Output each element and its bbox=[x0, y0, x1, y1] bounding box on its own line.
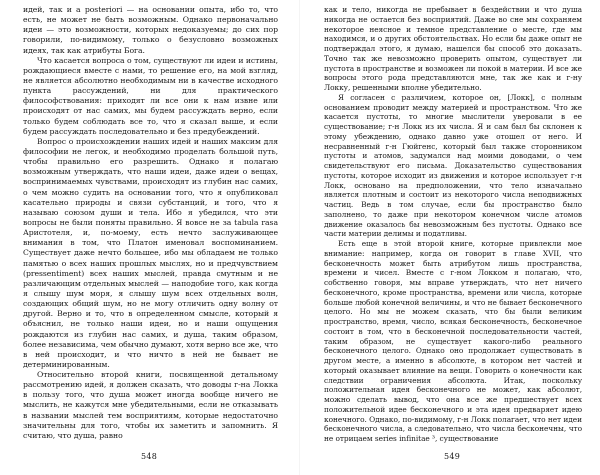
left-page-text-column bbox=[23, 5, 278, 441]
right-page bbox=[300, 0, 600, 475]
right-paragraph-3: Есть еще в этой второй книге, которые привлекли мое внимание: например, когда он говорит в главе XVII, что бесконечность может быть атрибутом лишь пространства, времени и чисел. Вместе с г-ном Локком я полагаю, что, собственно говоря, мы вправе утверждать, что нет ничего бесконечного, кроме пространства, времени или числа, которые больше любой конечной величины, и что не бывает бесконечного целого. Но мы не можем сказать, что бы были великим пространство, время, число, всякая бесконечность, бесконечное состоит в том, что в бесконечной последовательности частей, таким образом, не существует какого-либо реального бесконечного целого. Однако оно продолжает существовать в другом месте, а именно в абсолюте, в котором нет частей и который оказывает влияние на вещи. Говорить о конечности как следствии ограничения абсолюта. Итак, поскольку положительная идея бесконечного не может, как абсолют, можно сделать вывод, что она все же предшествует всех положительной идее бесконечного и эта идея предваряет идею конечного. Однако, по-видимому, г-н Локк полагает, что нет идеи бесконечного числа, а следовательно, что числа бесконечны, что не отрицаем series infinitae ³, существование bbox=[324, 239, 582, 443]
right-page-text-column bbox=[324, 5, 582, 444]
left-paragraph-1: идей, так и a posteriori — на основании опыта, ибо то, что есть, не может не быть возможным. Однако первоначально идеи — это возможности, которых недоказуемы; до сих пор говорили, по-видимому, только о безусловно возможных идеях, так как атрибуты Бога. bbox=[23, 5, 278, 55]
left-paragraph-4: Относительно второй книги, посвященной детальному рассмотрению идей, я должен сказать, что доводы г-на Локка в пользу того, что душа может иногда вообще ничего не мыслить, не кажутся мне убедительными, если не отказывать в названии мыслей тем восприятиям, которые недостаточно значительны для того, чтобы их заметить и запомнить. Я считаю, что душа, равно bbox=[23, 370, 278, 440]
left-paragraph-2: Что касается вопроса о том, существуют ли идеи и истины, рождающиеся вместе с нами, то решение его, на мой взгляд, не является абсолютно необходимым ни в качестве исходного пункта рассуждений, ни для практического философствования: приходят ли все они к нам извне или происходят от нас самих, мы будем рассуждать верно, если только будем соблюдать все то, что я сказал выше, и если будем рассуждать последовательно и без предубеждений. bbox=[23, 55, 278, 136]
right-paragraph-2: Я согласен с различием, которое он, [Локк], с полным основанием проводит между материей и пространством. Что же касается пустоты, то многие мыслители уверовали в ее существование; г-н Локк из их числа. Я и сам был бы склонен к этому убеждению, однако давно уже отошел от него. И несравненный г-н Гюйгенс, который был также сторонником пустоты и атомов, задумался над моими доводами, о чем свидетельствуют его письма. Доказательство существования пустоты, которое исходит из движения и которое использует г-н Локк, основано на предположении, что тело изначально является плотным и состоит из некоторого числа неподвижных частиц. Ведь в том случае, если бы пространство было заполнено, то даже при некотором конечном числе атомов движение оказалось бы невозможным без пустоты. Однако все части материи делимы и податливы. bbox=[324, 92, 582, 239]
left-page-number: 548 bbox=[141, 452, 158, 461]
right-paragraph-1: как и тело, никогда не пребывает в бездействии и что душа никогда не остается без восприятий. Даже во сне мы сохраняем некоторое неясное и темное представление о месте, где мы находимся, и о других обстоятельствах. Но если бы даже опыт не подтверждал этого, я думаю, нашелся бы способ это доказать. Точно так же невозможно проверить опытом, существует ли пустота в пространстве и возможен ли покой в материи. И все же вопросы этого рода представляются мне, так же как и г-ну Локку, решенными вполне убедительно. bbox=[324, 5, 582, 92]
right-page-number: 549 bbox=[444, 452, 461, 461]
left-paragraph-3: Вопрос о происхождении наших идей и наших максим для философии не легок, и необходимо проделать большой путь, чтобы правильно его разрешить. Однако я полагаю возможным утверждать, что наши идеи, даже идеи о вещах, воспринимаемых чувствами, происходят из глубин нас самих, о чем можно судить на основании того, что я опубликовал касательно природы и связи субстанций, и того, что я называю союзом души и тела. Ибо я убедился, что эти вопросы не были поняты правильно. Я вовсе не за tabula rasa Аристотеля, и, по-моему, есть нечто заслуживающее внимания в том, что Платон именовал воспоминанием. Существует даже нечто большее, ибо мы обладаем не только памятью о всех наших прошлых мыслях, но и предчувствием (pressentiment) всех наших мыслей, правда смутным и не различающим отдельных мыслей — наподобие того, как когда я слышу шум моря, я слышу шум всех отдельных волн, создающих общий шум, но не могу отличить одну волну от другой. Верно и то, что в определенном смысле, который я объяснил, не только наши идеи, но и наши ощущения рождаются из глубин нас самих, и душа, таким образом, более независима, чем обычно думают, хотя верно все же, что в ней происходит, и что ничто в ней не бывает не детерминированным. bbox=[23, 136, 278, 369]
